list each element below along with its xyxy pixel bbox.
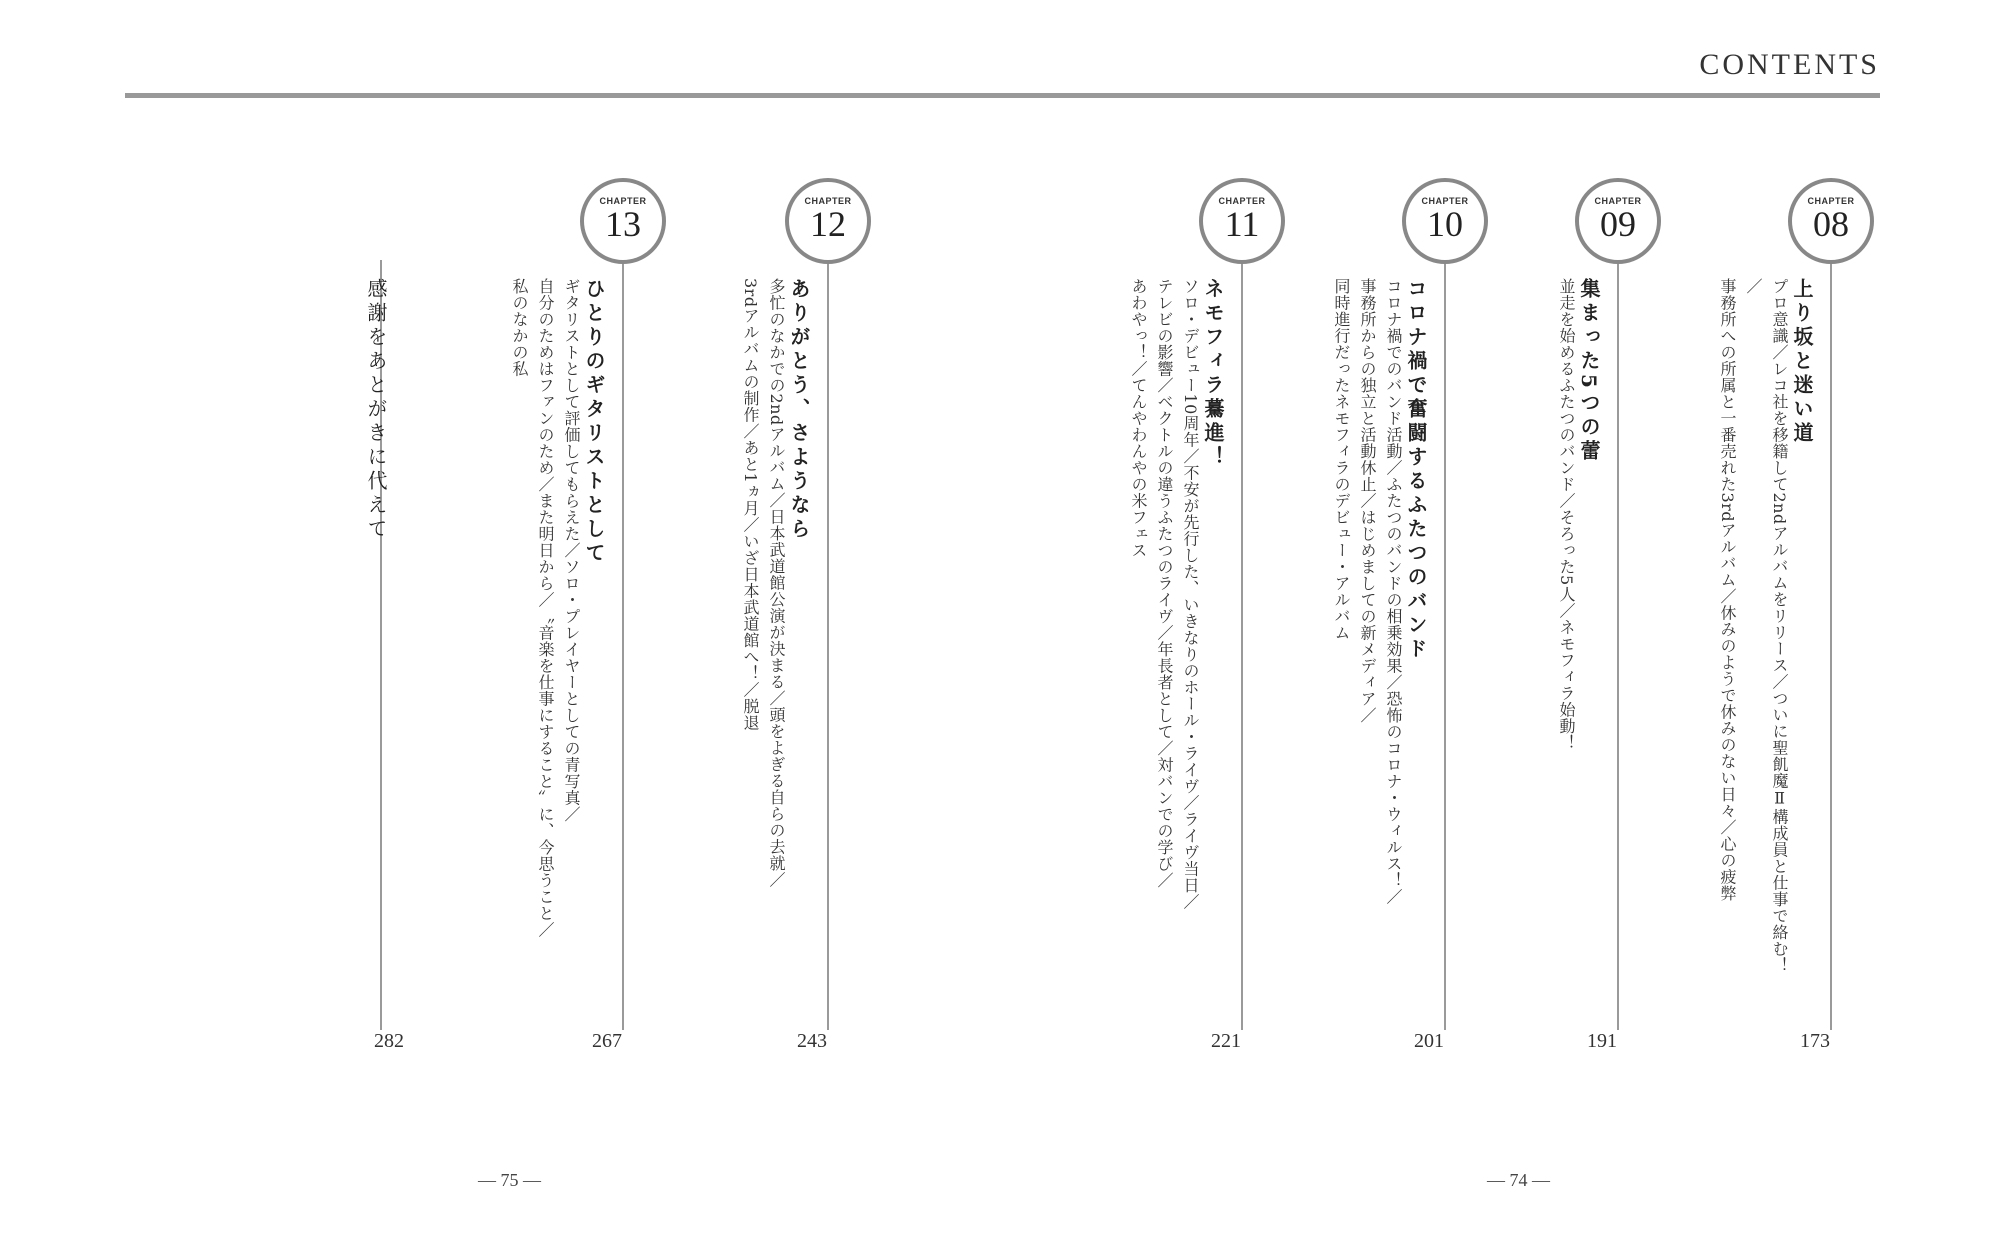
chapter-number: 10 bbox=[1427, 204, 1463, 244]
chapter-description: コロナ禍でのバンド活動／ふたつのバンドの相乗効果／恐怖のコロナ・ウィルス！／ 事務所からの独立と活動休止／はじめましての新メディア／ 同時進行だったネモフィラのデビュー・アルバム bbox=[1332, 278, 1403, 905]
chapter-divider-line bbox=[1241, 260, 1243, 1030]
chapter-title[interactable]: コロナ禍で奮闘するふたつのバンド bbox=[1404, 278, 1428, 662]
chapter-badge bbox=[1199, 178, 1285, 264]
chapter-label: CHAPTER bbox=[599, 196, 647, 206]
chapter-badge bbox=[1575, 178, 1661, 264]
chapter-divider-line bbox=[1444, 260, 1446, 1030]
chapter-08 bbox=[1718, 178, 1910, 1058]
chapter-number: 08 bbox=[1813, 204, 1849, 244]
afterword-page-number: 282 bbox=[374, 1030, 404, 1052]
chapter-label: CHAPTER bbox=[1807, 196, 1855, 206]
chapter-09 bbox=[1557, 178, 1697, 1058]
chapter-page-number: 191 bbox=[1587, 1030, 1617, 1052]
contents-heading: CONTENTS bbox=[1699, 48, 1880, 81]
chapter-number: 13 bbox=[605, 204, 641, 244]
chapter-number: 11 bbox=[1224, 204, 1260, 244]
chapter-12 bbox=[741, 178, 907, 1058]
chapter-number: 12 bbox=[810, 204, 846, 244]
chapter-label: CHAPTER bbox=[1594, 196, 1642, 206]
chapter-divider-line bbox=[1830, 260, 1832, 1030]
header-rule bbox=[125, 93, 1880, 98]
chapter-label: CHAPTER bbox=[1421, 196, 1469, 206]
chapter-badge bbox=[1788, 178, 1874, 264]
chapter-badge bbox=[580, 178, 666, 264]
chapter-title[interactable]: 集まった5つの蕾 bbox=[1577, 278, 1601, 464]
afterword bbox=[320, 178, 460, 1058]
chapter-page-number: 221 bbox=[1211, 1030, 1241, 1052]
chapter-page-number: 267 bbox=[592, 1030, 622, 1052]
footer-page-left: — 75 — bbox=[478, 1170, 541, 1190]
afterword-title[interactable]: 感謝をあとがきに代えて bbox=[364, 278, 388, 542]
chapter-11 bbox=[1129, 178, 1321, 1058]
chapter-divider-line bbox=[1617, 260, 1619, 1030]
chapter-badge bbox=[785, 178, 871, 264]
chapter-page-number: 201 bbox=[1414, 1030, 1444, 1052]
footer-page-right: — 74 — bbox=[1487, 1170, 1550, 1190]
chapter-page-number: 243 bbox=[797, 1030, 827, 1052]
chapter-title[interactable]: ありがとう、さようなら bbox=[787, 278, 811, 542]
chapter-title[interactable]: 上り坂と迷い道 bbox=[1790, 278, 1814, 446]
chapter-label: CHAPTER bbox=[1218, 196, 1266, 206]
chapter-label: CHAPTER bbox=[804, 196, 852, 206]
chapter-description: プロ意識／レコ社を移籍して2ndアルバムをリリース／ついに聖飢魔Ⅱ構成員と仕事で絡む！／ 事務所への所属と一番売れた3rdアルバム／休みのようで休みのない日々／心の疲弊 bbox=[1718, 278, 1789, 974]
chapter-description: 並走を始めるふたつのバンド／そろった5人／ネモフィラ始動！ bbox=[1557, 278, 1576, 751]
chapter-badge bbox=[1402, 178, 1488, 264]
chapter-10 bbox=[1332, 178, 1524, 1058]
chapter-page-number: 173 bbox=[1800, 1030, 1830, 1052]
chapter-description: ソロ・デビュー10周年／不安が先行した、いきなりのホール・ライヴ／ライヴ当日／ テレビの影響／ベクトルの違うふたつのライヴ／年長者として／対バンでの学び／ あわやっ！／てんやわんやの米フェス bbox=[1129, 278, 1200, 910]
chapter-title[interactable]: ネモフィラ驀進！ bbox=[1201, 278, 1225, 470]
chapter-divider-line bbox=[622, 260, 624, 1030]
chapter-number: 09 bbox=[1600, 204, 1636, 244]
chapter-title[interactable]: ひとりのギタリストとして bbox=[582, 278, 606, 566]
chapter-description: 多忙のなかでの2ndアルバム／日本武道館公演が決まる／頭をよぎる自らの去就／ 3rdアルバムの制作／あと1ヵ月／いざ日本武道館へ！／脱退 bbox=[741, 278, 786, 888]
chapter-13 bbox=[510, 178, 702, 1058]
chapter-description: ギタリストとして評価してもらえた／ソロ・プレイヤーとしての青写真／ 自分のためはファンのため／また明日から／〝音楽を仕事にすること〟に、今思うこと／ 私のなかの私 bbox=[510, 278, 581, 938]
chapter-divider-line bbox=[827, 260, 829, 1030]
